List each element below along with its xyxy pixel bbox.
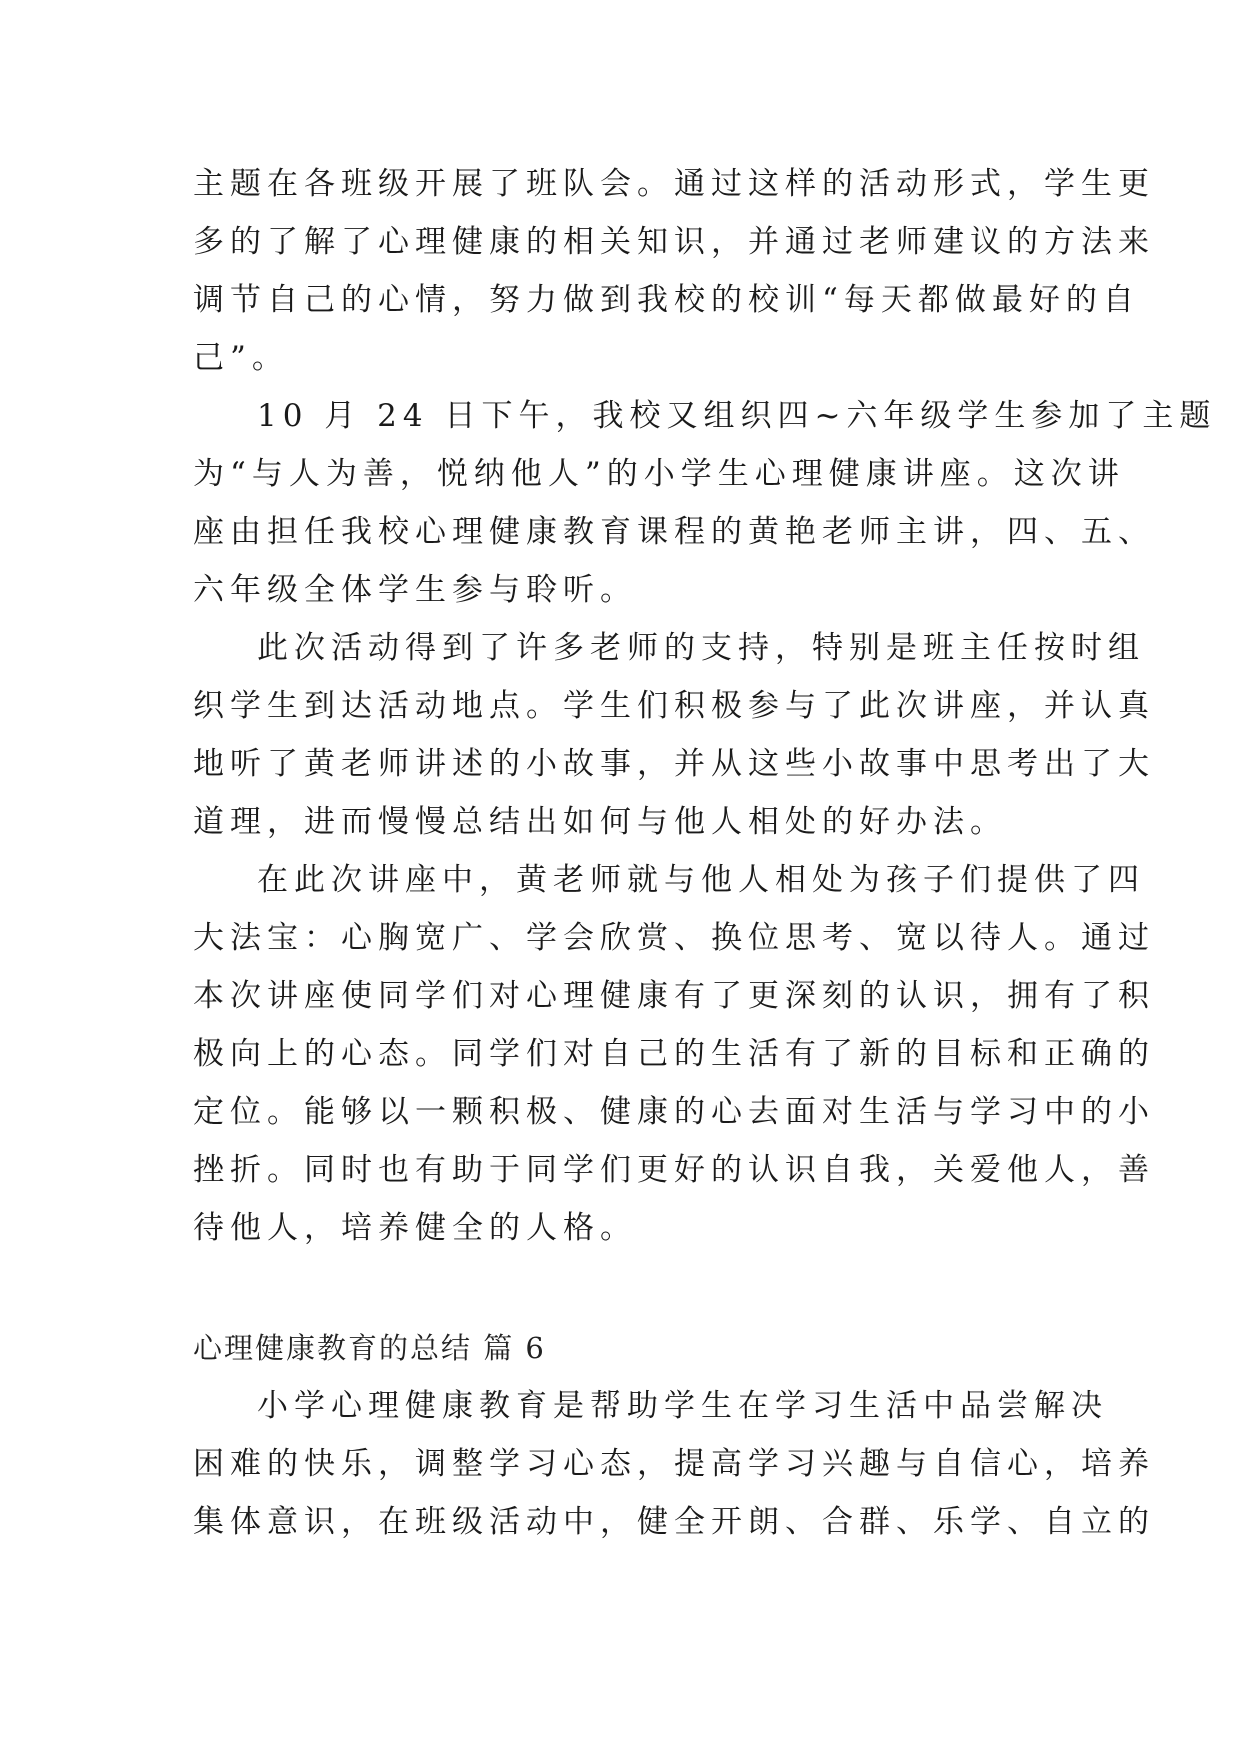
paragraph <box>193 851 1155 1257</box>
text-line: 多的了解了心理健康的相关知识，并通过老师建议的方法来 <box>193 224 1155 260</box>
text-line: 此次活动得到了许多老师的支持，特别是班主任按时组 <box>257 630 1145 666</box>
text-line: 挫折。同时也有助于同学们更好的认识自我，关爱他人，善 <box>193 1152 1155 1188</box>
text-line: 集体意识，在班级活动中，健全开朗、合群、乐学、自立的 <box>193 1504 1155 1540</box>
section-gap <box>193 1257 1063 1319</box>
text-line: 小学心理健康教育是帮助学生在学习生活中品尝解决 <box>257 1388 1108 1424</box>
paragraph <box>193 619 1155 851</box>
text-line: 为“与人为善，悦纳他人”的小学生心理健康讲座。这次讲 <box>193 456 1125 492</box>
text-line: 待他人，培养健全的人格。 <box>193 1210 637 1246</box>
text-line: 织学生到达活动地点。学生们积极参与了此次讲座，并认真 <box>193 688 1155 724</box>
text-line: 道理，进而慢慢总结出如何与他人相处的好办法。 <box>193 804 1007 840</box>
text-line: 座由担任我校心理健康教育课程的黄艳老师主讲，四、五、 <box>193 514 1155 550</box>
text-line: 调节自己的心情，努力做到我校的校训“每天都做最好的自 <box>193 282 1140 318</box>
text-line: 本次讲座使同学们对心理健康有了更深刻的认识，拥有了积 <box>193 978 1155 1014</box>
text-line: 六年级全体学生参与聆听。 <box>193 572 637 608</box>
document-page <box>193 155 1217 1551</box>
paragraph <box>193 1377 1155 1551</box>
text-line: 在此次讲座中，黄老师就与他人相处为孩子们提供了四 <box>257 862 1145 898</box>
paragraph <box>193 387 1217 619</box>
text-line: 困难的快乐，调整学习心态，提高学习兴趣与自信心，培养 <box>193 1446 1155 1482</box>
text-line: 地听了黄老师讲述的小故事，并从这些小故事中思考出了大 <box>193 746 1155 782</box>
text-line: 大法宝：心胸宽广、学会欣赏、换位思考、宽以待人。通过 <box>193 920 1155 956</box>
text-line: 己”。 <box>193 340 289 376</box>
text-line: 主题在各班级开展了班队会。通过这样的活动形式，学生更 <box>193 166 1155 202</box>
section-heading: 心理健康教育的总结 篇 6 <box>193 1331 546 1365</box>
text-line: 10 月 24 日下午，我校又组织四~六年级学生参加了主题 <box>257 398 1217 434</box>
paragraph <box>193 155 1155 387</box>
text-line: 极向上的心态。同学们对自己的生活有了新的目标和正确的 <box>193 1036 1155 1072</box>
text-line: 定位。能够以一颗积极、健康的心去面对生活与学习中的小 <box>193 1094 1155 1130</box>
